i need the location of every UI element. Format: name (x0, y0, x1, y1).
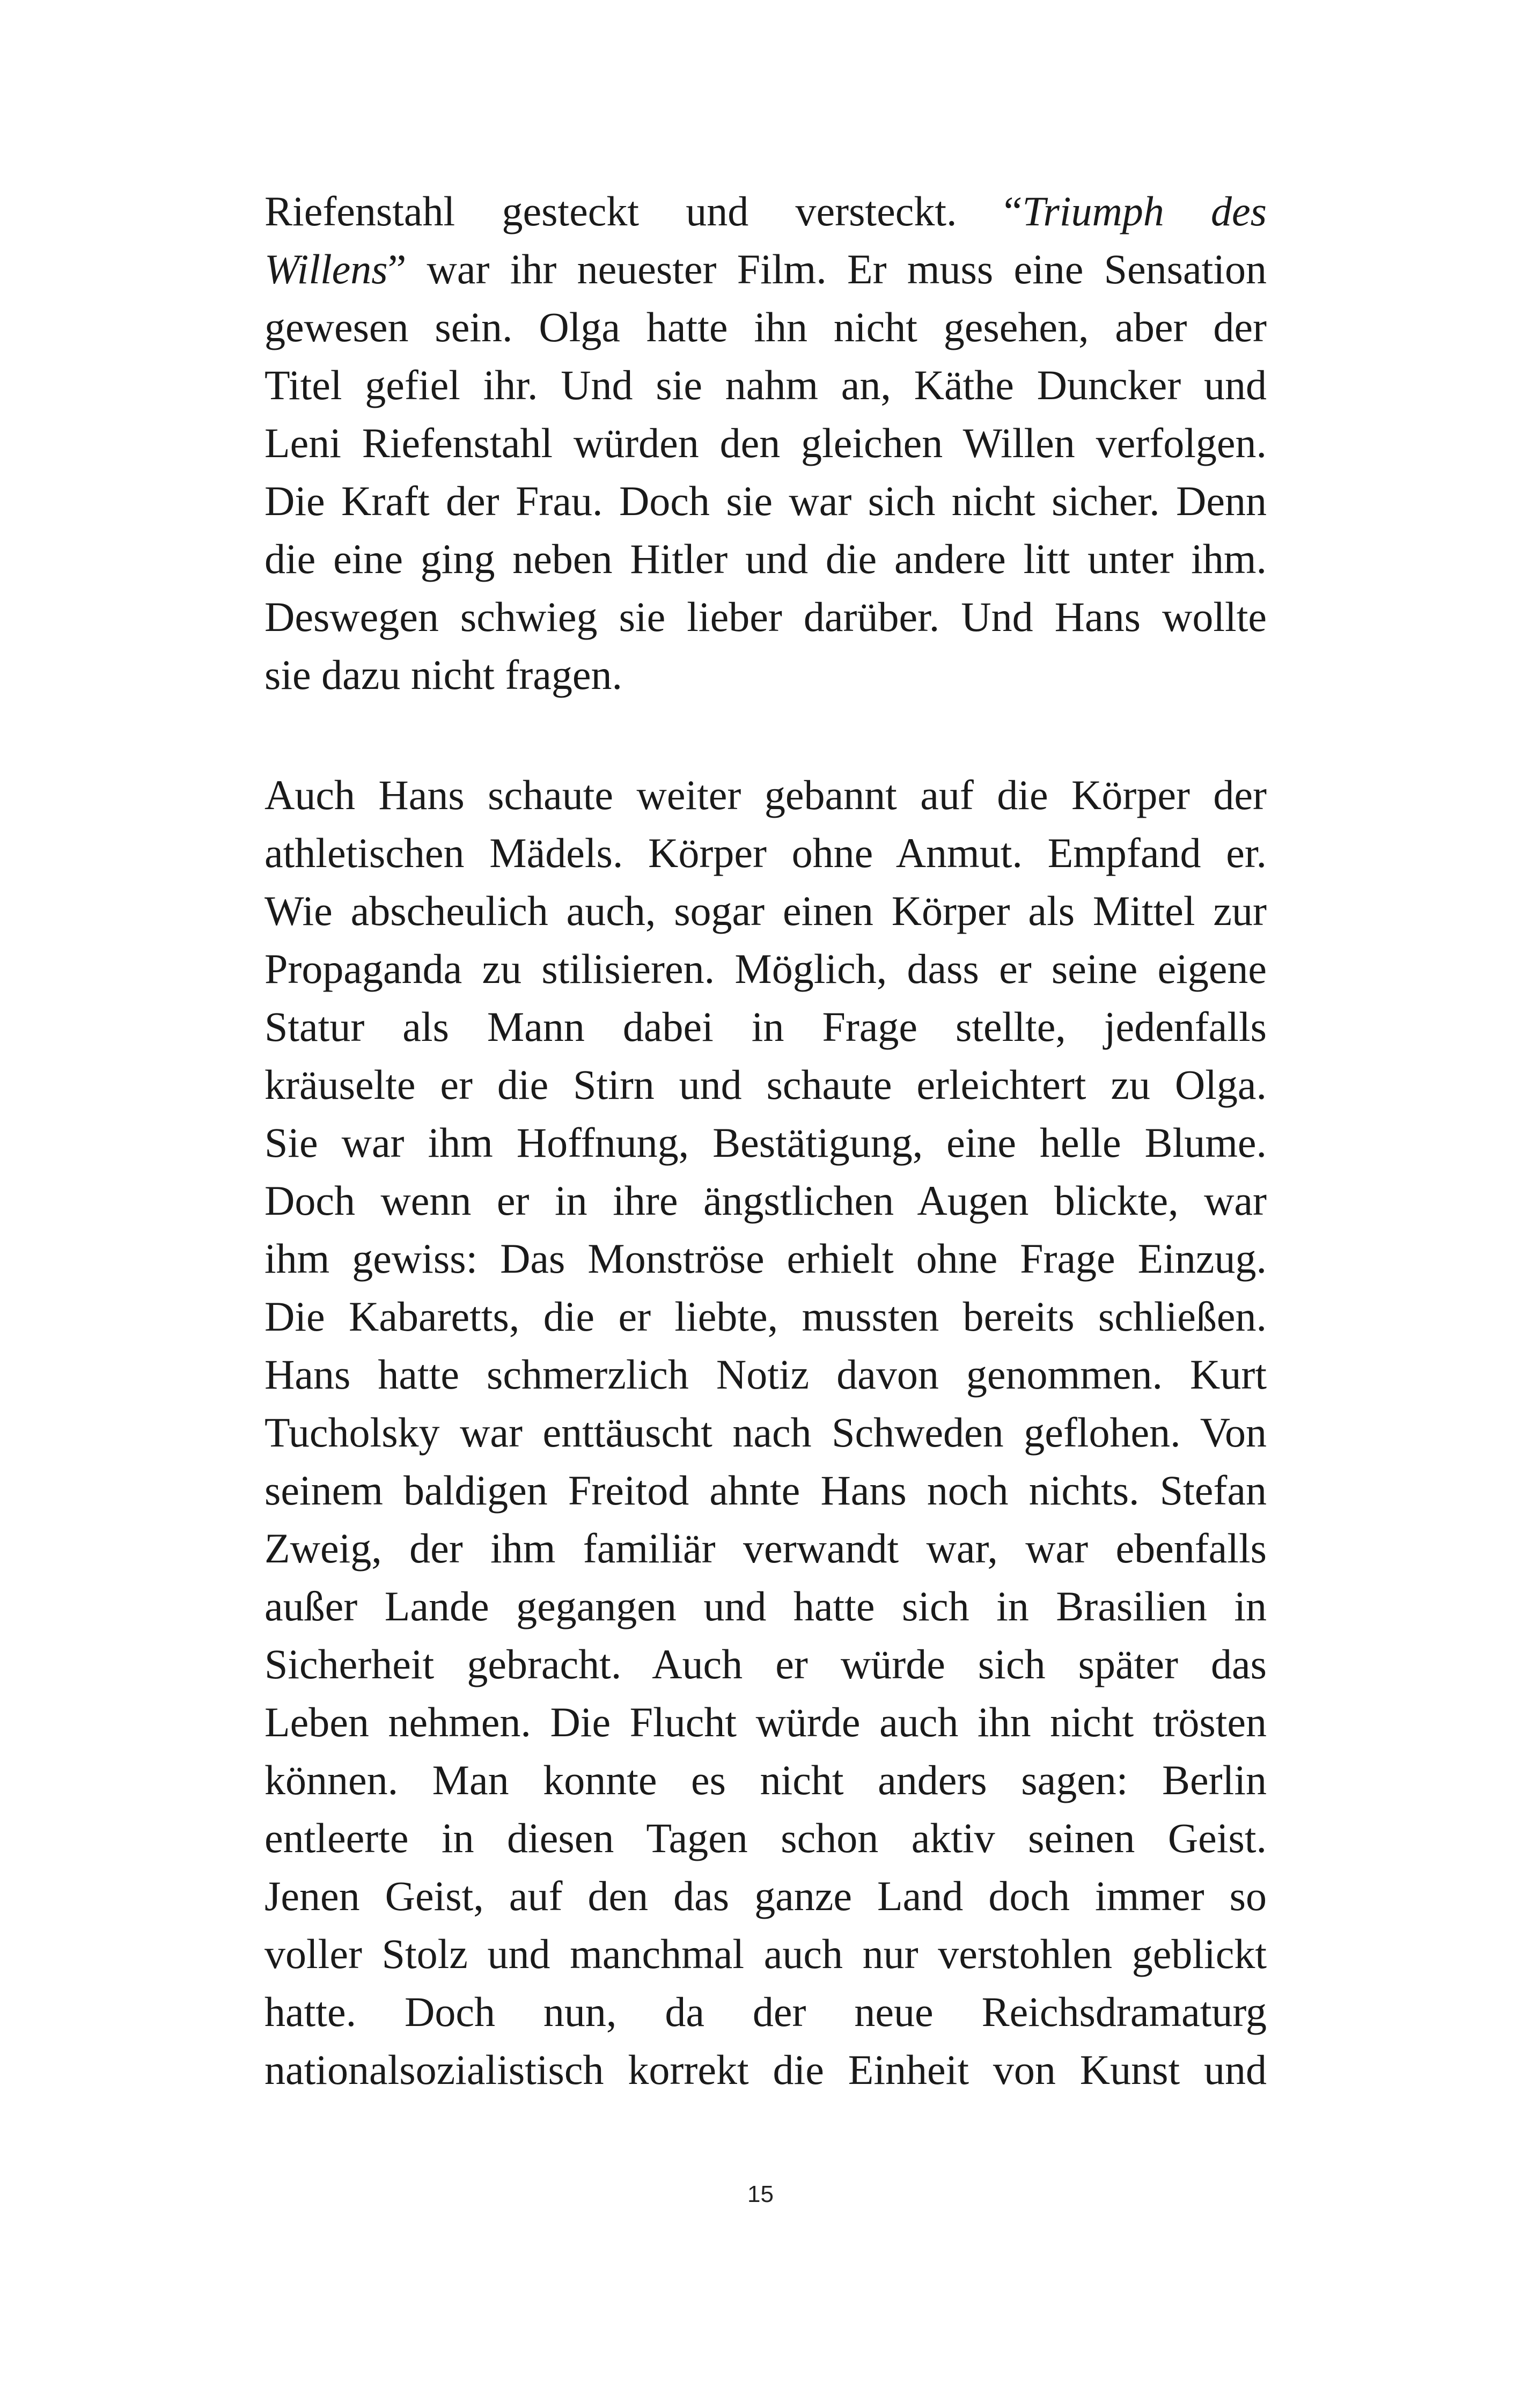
text-line: außer Lande gegangen und hatte sich in Brasilien in (264, 1583, 1267, 1629)
text-line: können. Man konnte es nicht anders sagen: Berlin (264, 1757, 1267, 1803)
text-line: Tucholsky war enttäuscht nach Schweden geflohen. Von (264, 1409, 1267, 1456)
text-line: Jenen Geist, auf den das ganze Land doch immer so (264, 1873, 1267, 1919)
text-line: Zweig, der ihm familiär verwandt war, war ebenfalls (264, 1525, 1267, 1572)
text-line: ihm gewiss: Das Monströse erhielt ohne Frage Einzug. (264, 1235, 1267, 1282)
text-line: Sie war ihm Hoffnung, Bestätigung, eine helle Blume. (264, 1119, 1267, 1166)
text-line: sie dazu nicht fragen. (264, 651, 623, 698)
text-line: nationalsozialistisch korrekt die Einheit von Kunst und (264, 2046, 1267, 2093)
text-line: kräuselte er die Stirn und schaute erleichtert zu Olga. (264, 1061, 1267, 1108)
paragraph-2 (264, 766, 1267, 2099)
text-line: athletischen Mädels. Körper ohne Anmut. Empfand er. (264, 829, 1267, 876)
text-line: Leben nehmen. Die Flucht würde auch ihn nicht trösten (264, 1699, 1267, 1745)
text-line: die eine ging neben Hitler und die andere litt unter ihm. (264, 535, 1267, 582)
text-line: Riefenstahl gesteckt und versteckt. “Triumph des (264, 188, 1267, 234)
text-line: Auch Hans schaute weiter gebannt auf die Körper der (264, 772, 1267, 818)
text-line: hatte. Doch nun, da der neue Reichsdramaturg (264, 1988, 1267, 2035)
text-line: seinem baldigen Freitod ahnte Hans noch nichts. Stefan (264, 1467, 1267, 1514)
text-line: Sicherheit gebracht. Auch er würde sich später das (264, 1641, 1267, 1687)
text-line: entleerte in diesen Tagen schon aktiv seinen Geist. (264, 1815, 1267, 1861)
text-line: Willens” war ihr neuester Film. Er muss eine Sensation (264, 246, 1267, 292)
text-line: voller Stolz und manchmal auch nur verstohlen geblickt (264, 1930, 1267, 1977)
text-line: Propaganda zu stilisieren. Möglich, dass er seine eigene (264, 945, 1267, 992)
text-line: Statur als Mann dabei in Frage stellte, jedenfalls (264, 1003, 1267, 1050)
text-line: Wie abscheulich auch, sogar einen Körper als Mittel zur (264, 887, 1267, 934)
text-line: Hans hatte schmerzlich Notiz davon genommen. Kurt (264, 1351, 1267, 1398)
text-line: Leni Riefenstahl würden den gleichen Willen verfolgen. (264, 420, 1267, 466)
page-number: 15 (747, 2181, 774, 2207)
text-line: gewesen sein. Olga hatte ihn nicht gesehen, aber der (264, 304, 1267, 350)
text-line: Doch wenn er in ihre ängstlichen Augen blickte, war (264, 1177, 1267, 1224)
text-line: Die Kabaretts, die er liebte, mussten bereits schließen. (264, 1293, 1267, 1340)
text-line: Titel gefiel ihr. Und sie nahm an, Käthe Duncker und (264, 362, 1267, 408)
text-line: Deswegen schwieg sie lieber darüber. Und Hans wollte (264, 593, 1267, 640)
text-line: Die Kraft der Frau. Doch sie war sich nicht sicher. Denn (264, 478, 1267, 524)
paragraph-1 (264, 182, 1267, 704)
